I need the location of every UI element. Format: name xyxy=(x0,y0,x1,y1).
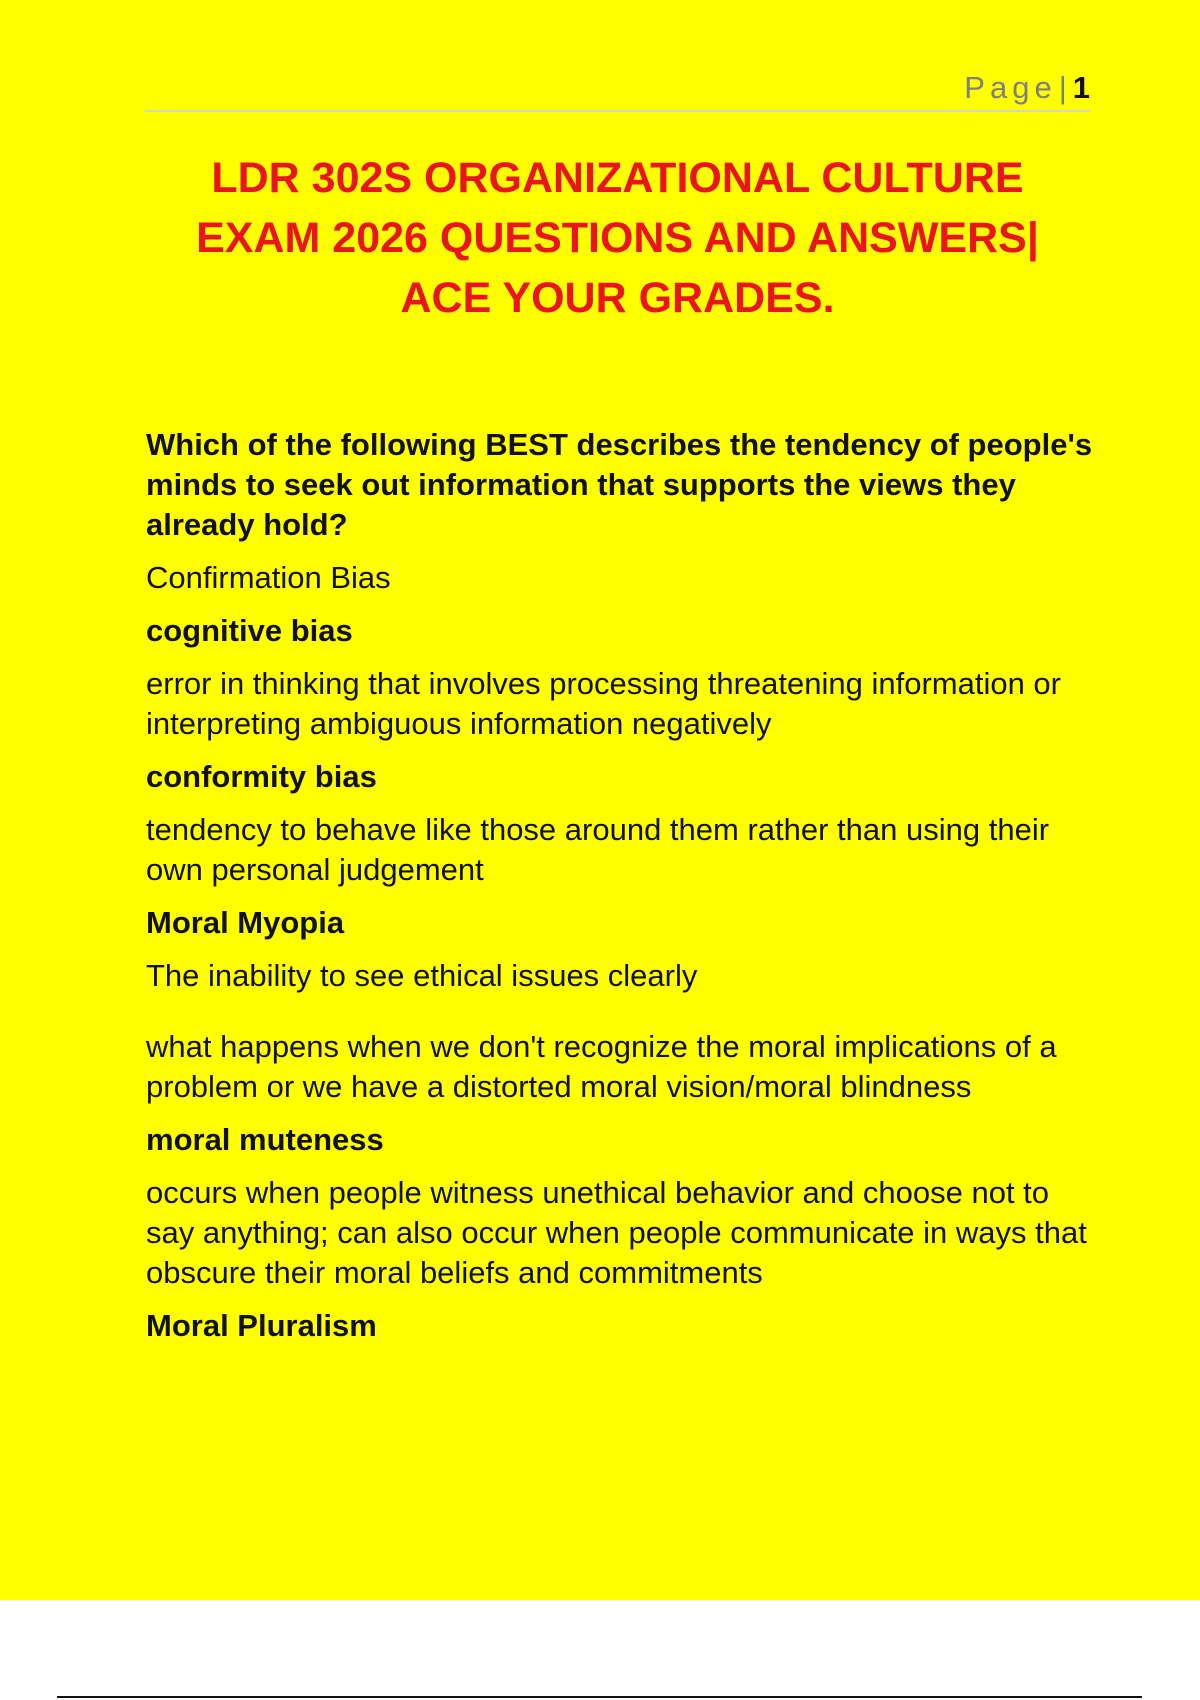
question-text: cognitive bias xyxy=(146,613,353,648)
page-number: 1 xyxy=(1072,70,1090,105)
question-text: moral muteness xyxy=(146,1122,384,1157)
question-text: Moral Pluralism xyxy=(146,1308,377,1343)
answer-text-extra: what happens when we don't recognize the moral implications of a problem or we have a distorted moral vision/moral blindness xyxy=(146,1029,1057,1104)
question-text: Which of the following BEST describes the tendency of people's minds to seek out information that supports the views they already hold? xyxy=(146,427,1093,542)
question-text: conformity bias xyxy=(146,759,377,794)
answer-text: The inability to see ethical issues clearly xyxy=(146,958,698,993)
page-separator: | xyxy=(1058,70,1067,105)
answer-text: Confirmation Bias xyxy=(146,560,391,595)
answer-text: error in thinking that involves processing threatening information or interpreting ambiguous information negatively xyxy=(146,666,1061,741)
qa-list xyxy=(146,425,1096,1359)
answer-text: occurs when people witness unethical behavior and choose not to say anything; can also occur when people communicate in ways that obscure their moral beliefs and commitments xyxy=(146,1175,1087,1290)
document-title xyxy=(145,148,1090,328)
title-line: EXAM 2026 QUESTIONS AND ANSWERS| xyxy=(196,214,1039,262)
question-text: Moral Myopia xyxy=(146,905,345,940)
answer-text: tendency to behave like those around them rather than using their own personal judgement xyxy=(146,812,1050,887)
page-label: Page xyxy=(964,70,1057,105)
footer-divider xyxy=(57,1696,1142,1698)
title-line: LDR 302S ORGANIZATIONAL CULTURE xyxy=(211,154,1024,202)
title-line: ACE YOUR GRADES. xyxy=(400,274,835,322)
page-header xyxy=(145,70,1090,112)
